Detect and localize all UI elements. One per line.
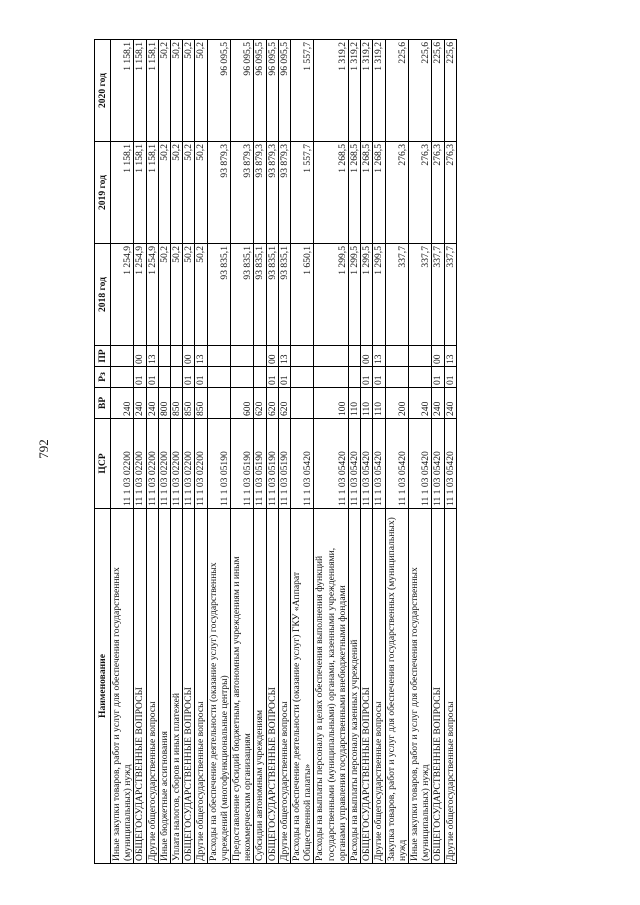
cell-csr: 11 1 03 05190 [278,419,290,509]
table-row [111,40,134,864]
cell-pr: 13 [278,346,290,367]
cell-rz [254,367,266,388]
table-row [385,40,408,864]
cell-2019: 93 879,3 [207,142,230,244]
cell-2019: 50,2 [183,142,195,244]
cell-2019: 1 158,1 [111,142,134,244]
cell-rz [171,367,183,388]
table-row [231,40,254,864]
cell-2019: 50,2 [158,142,170,244]
cell-csr: 11 1 03 05420 [314,419,349,509]
cell-vr: 620 [266,388,278,419]
cell-2019: 1 158,1 [134,142,146,244]
table-row [266,40,278,864]
cell-2020: 96 095,5 [231,40,254,142]
cell-vr: 600 [231,388,254,419]
cell-pr: 13 [373,346,385,367]
cell-pr: 00 [432,346,444,367]
cell-vr: 800 [158,388,170,419]
cell-2020: 1 319,2 [314,40,349,142]
cell-rz [231,367,254,388]
cell-rz [409,367,432,388]
cell-name: Субсидии автономным учреждениям [254,509,266,864]
table-row [278,40,290,864]
cell-csr: 11 1 03 05190 [207,419,230,509]
cell-2020: 50,2 [183,40,195,142]
cell-vr: 240 [444,388,456,419]
table-row [195,40,207,864]
cell-2019: 1 268,5 [361,142,373,244]
header-2020: 2020 год [95,40,111,142]
cell-name: Иные закупки товаров, работ и услуг для обеспечения государственных (муниципальных) нужд [409,509,432,864]
cell-2018: 1 650,1 [291,244,314,346]
cell-2018: 93 835,1 [207,244,230,346]
cell-2018: 1 254,9 [146,244,158,346]
cell-2020: 1 158,1 [134,40,146,142]
cell-pr: 00 [134,346,146,367]
cell-2019: 276,3 [409,142,432,244]
table-row [183,40,195,864]
cell-pr: 00 [266,346,278,367]
cell-rz: 01 [266,367,278,388]
cell-vr: 110 [349,388,361,419]
cell-csr: 11 1 03 02200 [195,419,207,509]
cell-pr [111,346,134,367]
cell-2020: 225,6 [409,40,432,142]
cell-rz: 01 [278,367,290,388]
cell-vr: 240 [111,388,134,419]
cell-2020: 96 095,5 [278,40,290,142]
table-row [158,40,170,864]
cell-2018: 337,7 [444,244,456,346]
cell-csr: 11 1 03 05190 [266,419,278,509]
cell-name: ОБЩЕГОСУДАРСТВЕННЫЕ ВОПРОСЫ [432,509,444,864]
cell-2018: 1 299,5 [349,244,361,346]
header-vr: ВР [95,388,111,419]
cell-csr: 11 1 03 05420 [349,419,361,509]
cell-pr [171,346,183,367]
cell-2018: 50,2 [183,244,195,346]
cell-name: ОБЩЕГОСУДАРСТВЕННЫЕ ВОПРОСЫ [183,509,195,864]
cell-csr: 11 1 03 05420 [409,419,432,509]
cell-name: Расходы на обеспечение деятельности (оказание услуг) ГКУ «Аппарат Общественной палаты» [291,509,314,864]
table-body [111,40,457,864]
cell-2019: 93 879,3 [254,142,266,244]
cell-2020: 1 557,7 [291,40,314,142]
cell-name: Иные бюджетные ассигнования [158,509,170,864]
cell-2019: 93 879,3 [278,142,290,244]
table-row [361,40,373,864]
cell-name: Иные закупки товаров, работ и услуг для обеспечения государственных (муниципальных) нужд [111,509,134,864]
cell-csr: 11 1 03 02200 [183,419,195,509]
cell-vr: 620 [254,388,266,419]
cell-rz: 01 [183,367,195,388]
cell-vr: 850 [195,388,207,419]
cell-rz [111,367,134,388]
cell-2020: 96 095,5 [207,40,230,142]
cell-2018: 93 835,1 [278,244,290,346]
cell-rz: 01 [146,367,158,388]
header-pr: ПР [95,346,111,367]
cell-name: Другие общегосударственные вопросы [373,509,385,864]
cell-name: Уплата налогов, сборов и иных платежей [171,509,183,864]
header-rz: Рз [95,367,111,388]
cell-2020: 225,6 [432,40,444,142]
cell-pr: 00 [183,346,195,367]
cell-2019: 1 268,5 [349,142,361,244]
cell-name: ОБЩЕГОСУДАРСТВЕННЫЕ ВОПРОСЫ [266,509,278,864]
table-row [207,40,230,864]
table-row [349,40,361,864]
cell-pr [158,346,170,367]
cell-2020: 96 095,5 [254,40,266,142]
rotated-page-content [94,40,570,864]
header-csr: ЦСР [95,419,111,509]
cell-2018: 1 254,9 [111,244,134,346]
cell-rz [158,367,170,388]
cell-pr: 13 [195,346,207,367]
cell-vr: 110 [373,388,385,419]
cell-vr: 850 [171,388,183,419]
header-2018: 2018 год [95,244,111,346]
cell-name: ОБЩЕГОСУДАРСТВЕННЫЕ ВОПРОСЫ [361,509,373,864]
cell-pr [254,346,266,367]
cell-2019: 1 557,7 [291,142,314,244]
table-row [432,40,444,864]
cell-vr: 240 [432,388,444,419]
cell-csr: 11 1 03 02200 [158,419,170,509]
cell-rz: 01 [195,367,207,388]
cell-2020: 225,6 [385,40,408,142]
cell-csr: 11 1 03 05190 [254,419,266,509]
cell-pr [385,346,408,367]
cell-pr [409,346,432,367]
page-number: 792 [36,439,51,459]
cell-2019: 1 268,5 [314,142,349,244]
cell-pr: 13 [146,346,158,367]
table-row [146,40,158,864]
cell-pr [207,346,230,367]
cell-vr: 240 [146,388,158,419]
cell-2018: 50,2 [195,244,207,346]
cell-2018: 93 835,1 [254,244,266,346]
cell-rz [291,367,314,388]
cell-vr: 850 [183,388,195,419]
cell-csr: 11 1 03 02200 [111,419,134,509]
cell-2019: 93 879,3 [231,142,254,244]
cell-2020: 50,2 [158,40,170,142]
cell-pr: 13 [444,346,456,367]
cell-csr: 11 1 03 02200 [134,419,146,509]
cell-csr: 11 1 03 05420 [432,419,444,509]
cell-vr: 620 [278,388,290,419]
cell-rz: 01 [444,367,456,388]
cell-2018: 337,7 [385,244,408,346]
cell-csr: 11 1 03 05420 [373,419,385,509]
cell-csr: 11 1 03 05190 [231,419,254,509]
cell-2020: 50,2 [171,40,183,142]
cell-2020: 50,2 [195,40,207,142]
cell-2018: 1 254,9 [134,244,146,346]
cell-pr [291,346,314,367]
cell-csr: 11 1 03 02200 [146,419,158,509]
cell-name: Расходы на выплаты персоналу в целях обеспечения выполнения функций государственными (муниципальными) органами, казенными учреждениями, органами управления государственными внебюджетными фондами [314,509,349,864]
cell-vr: 100 [314,388,349,419]
cell-2020: 225,6 [444,40,456,142]
table-row [171,40,183,864]
table-row [444,40,456,864]
cell-rz [349,367,361,388]
cell-pr: 00 [361,346,373,367]
cell-2018: 50,2 [171,244,183,346]
cell-2019: 276,3 [444,142,456,244]
cell-2020: 1 158,1 [146,40,158,142]
cell-name: Другие общегосударственные вопросы [444,509,456,864]
cell-2020: 1 158,1 [111,40,134,142]
cell-name: Расходы на выплаты персоналу казенных учреждений [349,509,361,864]
cell-2020: 96 095,5 [266,40,278,142]
cell-2020: 1 319,2 [361,40,373,142]
cell-2018: 337,7 [409,244,432,346]
table-row [291,40,314,864]
cell-vr: 200 [385,388,408,419]
cell-csr: 11 1 03 02200 [171,419,183,509]
cell-2019: 50,2 [195,142,207,244]
table-row [134,40,146,864]
cell-name: Расходы на обеспечение деятельности (оказание услуг) государственных учреждений (многофункциональные центры) [207,509,230,864]
cell-name: Другие общегосударственные вопросы [278,509,290,864]
cell-csr: 11 1 03 05420 [444,419,456,509]
cell-vr: 240 [134,388,146,419]
cell-csr: 11 1 03 05420 [291,419,314,509]
cell-2019: 93 879,3 [266,142,278,244]
cell-2018: 93 835,1 [266,244,278,346]
table-row [254,40,266,864]
cell-rz [385,367,408,388]
cell-vr [291,388,314,419]
cell-rz [207,367,230,388]
cell-2018: 1 299,5 [314,244,349,346]
cell-2018: 1 299,5 [361,244,373,346]
table-header-row [95,40,111,864]
table-row [373,40,385,864]
table-row [409,40,432,864]
cell-2018: 1 299,5 [373,244,385,346]
cell-2018: 337,7 [432,244,444,346]
cell-2019: 1 268,5 [373,142,385,244]
cell-rz: 01 [432,367,444,388]
cell-2019: 1 158,1 [146,142,158,244]
cell-pr [349,346,361,367]
cell-2018: 50,2 [158,244,170,346]
cell-vr [207,388,230,419]
header-2019: 2019 год [95,142,111,244]
cell-rz [314,367,349,388]
cell-csr: 11 1 03 05420 [385,419,408,509]
cell-rz: 01 [361,367,373,388]
cell-vr: 240 [409,388,432,419]
cell-name: ОБЩЕГОСУДАРСТВЕННЫЕ ВОПРОСЫ [134,509,146,864]
cell-2020: 1 319,2 [349,40,361,142]
cell-pr [231,346,254,367]
table-row [314,40,349,864]
cell-pr [314,346,349,367]
cell-csr: 11 1 03 05420 [361,419,373,509]
cell-name: Предоставление субсидий бюджетным, автономным учреждениям и иным некоммерческим организациям [231,509,254,864]
cell-2020: 1 319,2 [373,40,385,142]
cell-name: Другие общегосударственные вопросы [146,509,158,864]
cell-rz: 01 [373,367,385,388]
budget-table [94,39,457,864]
cell-2019: 276,3 [432,142,444,244]
cell-name: Другие общегосударственные вопросы [195,509,207,864]
cell-2019: 50,2 [171,142,183,244]
cell-2018: 93 835,1 [231,244,254,346]
cell-2019: 276,3 [385,142,408,244]
cell-name: Закупка товаров, работ и услуг для обеспечения государственных (муниципальных) нужд [385,509,408,864]
cell-vr: 110 [361,388,373,419]
cell-rz: 01 [134,367,146,388]
header-name: Наименование [95,509,111,864]
